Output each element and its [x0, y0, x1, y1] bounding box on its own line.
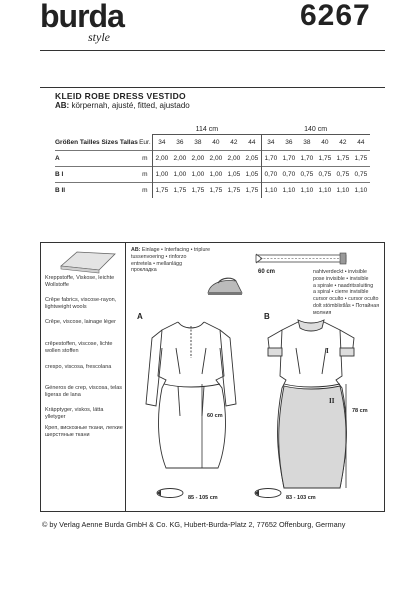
yardage-cell: 0,75	[298, 167, 316, 183]
view-b-label: B	[264, 312, 270, 321]
piece-label-i: I	[326, 347, 329, 355]
fabric-text-es: Géneros de crep, viscosa, telas ligeras de lana	[45, 385, 123, 398]
yardage-cell: 1,70	[298, 151, 316, 167]
yardage-cell: 1,00	[152, 167, 171, 183]
fabric-text-nl: crêpestoffen, viscose, lichte wollen stoffen	[45, 341, 113, 354]
fabric-text-it: crespo, viscosa, frescolana	[45, 364, 112, 370]
width-group-140: 140 cm	[261, 124, 370, 135]
fit-code: AB:	[55, 101, 70, 110]
garment-title: KLEID ROBE DRESS VESTIDO	[55, 91, 186, 101]
yardage-cell: 0,75	[316, 167, 334, 183]
yardage-cell: 1,05	[225, 167, 243, 183]
brand-logo: burda	[40, 0, 124, 34]
view-b-length: 78 cm	[352, 408, 368, 414]
view-a-label: A	[137, 312, 143, 321]
piece-label-ii: II	[329, 397, 335, 405]
yardage-cell: 1,70	[261, 151, 280, 167]
zipper-line: a spiral • cierre invisible	[313, 289, 369, 296]
size-cell: 42	[230, 139, 238, 146]
size-cell: 34	[267, 139, 275, 146]
fabric-text-de: Kreppstoffe, Viskose, leichte Wollstoffe	[45, 275, 115, 288]
yardage-cell: 1,75	[171, 183, 189, 199]
yardage-cell: 0,70	[280, 167, 298, 183]
yardage-cell: 1,75	[243, 183, 262, 199]
yardage-cell: 2,00	[152, 151, 171, 167]
yardage-cell: 1,75	[225, 183, 243, 199]
waist-measure-b-icon	[252, 486, 284, 500]
yardage-cell: 1,75	[316, 151, 334, 167]
yardage-cell: 2,05	[243, 151, 262, 167]
unit-cell: m	[138, 183, 153, 199]
interfacing-line: Einlage • Interfacing • triplure	[141, 247, 211, 253]
fabric-text-fr: Crêpe, viscose, lainage léger	[45, 319, 116, 325]
yardage-cell: 1,70	[280, 151, 298, 167]
size-cell: 44	[243, 135, 262, 151]
dress-b-sketch	[260, 318, 370, 496]
size-cell: 38	[303, 139, 311, 146]
yardage-cell: 1,00	[207, 167, 225, 183]
brand-sub-logo: style	[88, 30, 110, 44]
width-group-114: 114 cm	[152, 124, 261, 135]
yardage-cell: 2,00	[207, 151, 225, 167]
zipper-icon	[252, 250, 352, 268]
yardage-cell: 2,00	[225, 151, 243, 167]
zipper-line: cursor oculto • cursor oculto	[313, 296, 379, 303]
section-divider	[40, 87, 385, 88]
copyright-footer: © by Verlag Aenne Burda GmbH & Co. KG, Hubert-Burda-Platz 2, 77652 Offenburg, Germany	[42, 520, 346, 529]
yardage-cell: 1,75	[189, 183, 207, 199]
unit-cell: m	[138, 167, 153, 183]
zipper-line: молния	[313, 309, 332, 316]
table-row	[55, 167, 370, 183]
yardage-cell: 1,00	[171, 167, 189, 183]
table-row	[55, 183, 370, 199]
header-divider	[40, 50, 385, 51]
zipper-line: nahtverdeckt • invisible	[313, 269, 367, 275]
view-b-waist: 83 - 103 cm	[286, 495, 316, 501]
yardage-cell: 1,10	[298, 183, 316, 199]
zipper-line: a spirale • naadritssluiting	[313, 282, 374, 289]
iron-icon	[204, 275, 246, 297]
row-label: B I	[55, 167, 138, 183]
waist-measure-a-icon	[154, 486, 186, 500]
yardage-cell: 1,75	[152, 183, 171, 199]
view-a-waist: 85 - 105 cm	[188, 495, 218, 501]
interfacing-line: прокладка	[131, 267, 157, 274]
size-cell: 34	[158, 139, 166, 146]
dress-a-sketch	[140, 318, 250, 496]
table-row	[55, 151, 370, 167]
zipper-length: 60 cm	[258, 269, 276, 275]
pattern-number: 6267	[300, 0, 371, 32]
size-header-row	[55, 135, 370, 151]
fabric-text-ru: Креп, вискозные ткани, легкие шерстяные ткани	[45, 425, 123, 438]
fabric-text-en: Crêpe fabrics, viscose-rayon, lightweight wools	[45, 297, 117, 310]
size-cell: 44	[357, 139, 365, 146]
yardage-cell: 1,75	[207, 183, 225, 199]
size-header-label: Größen Tailles Sizes Tallas	[55, 138, 138, 146]
yardage-cell: 1,75	[334, 151, 352, 167]
yardage-cell: 2,00	[189, 151, 207, 167]
yardage-cell: 1,10	[316, 183, 334, 199]
size-cell: 40	[321, 139, 329, 146]
fabric-text-sv: Kräpptyger, viskos, lätta ylletyger	[45, 407, 104, 420]
zipper-line: pose invisible • invisible	[313, 275, 369, 282]
fit-text: körpernah, ajusté, fitted, ajustado	[71, 101, 190, 110]
frame-divider	[125, 242, 126, 512]
zipper-note	[313, 269, 379, 317]
size-cell: 40	[212, 139, 220, 146]
yardage-cell: 0,70	[261, 167, 280, 183]
row-label: B II	[55, 183, 138, 199]
yardage-cell: 1,10	[261, 183, 280, 199]
view-a-length: 60 cm	[207, 413, 223, 419]
fabric-swatch-icon	[55, 248, 117, 274]
interfacing-line: entretela • mellanlägg	[131, 260, 183, 267]
size-cell: 38	[194, 139, 202, 146]
interfacing-line: tussenvoering • rinforzo	[131, 253, 187, 260]
row-label: A	[55, 151, 138, 167]
yardage-cell: 1,10	[352, 183, 370, 199]
yardage-cell: 2,00	[171, 151, 189, 167]
interfacing-code: AB:	[131, 247, 141, 253]
size-cell: 36	[285, 139, 293, 146]
zipper-line: dolt stömblixtlås • Потайная	[313, 302, 380, 309]
size-cell: 36	[176, 139, 184, 146]
size-table	[55, 124, 370, 198]
yardage-cell: 1,10	[334, 183, 352, 199]
yardage-cell: 0,75	[334, 167, 352, 183]
yardage-cell: 1,00	[189, 167, 207, 183]
size-cell: 42	[339, 139, 347, 146]
eur-label: Eur.	[138, 135, 153, 151]
yardage-cell: 1,05	[243, 167, 262, 183]
yardage-cell: 1,10	[280, 183, 298, 199]
unit-cell: m	[138, 151, 153, 167]
yardage-cell: 1,75	[352, 151, 370, 167]
fit-description	[55, 101, 190, 110]
interfacing-note	[131, 247, 210, 274]
yardage-cell: 0,75	[352, 167, 370, 183]
